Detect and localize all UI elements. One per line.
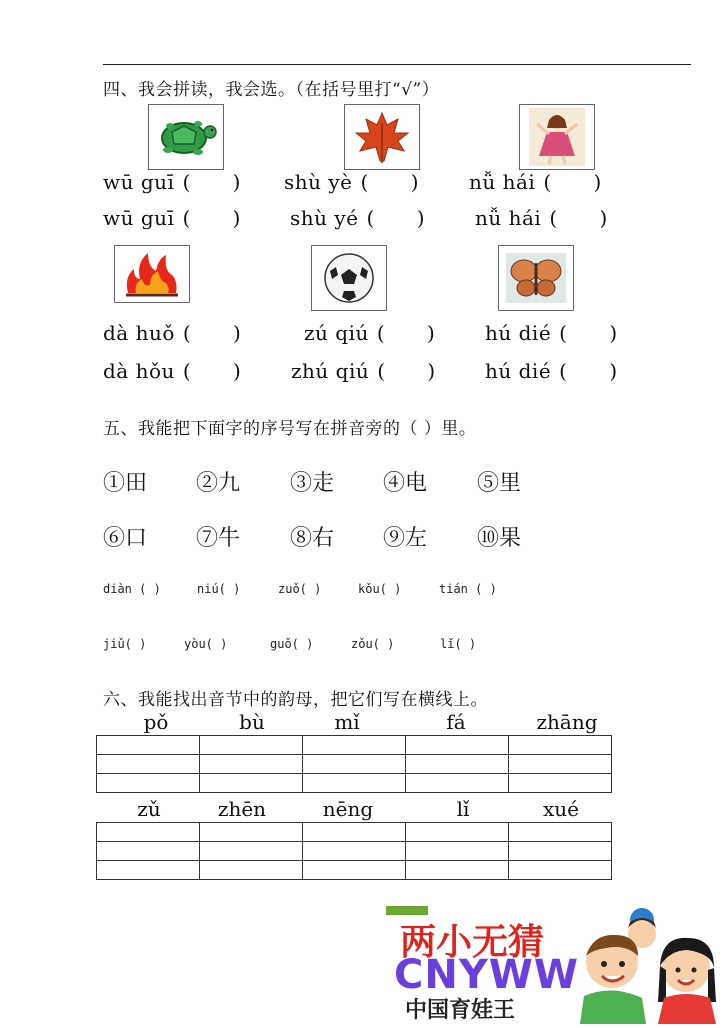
option-ball-a: zú qiú ( ) [304, 321, 453, 345]
char-item: ⑦牛 [196, 526, 241, 551]
char-item: ⑩果 [477, 526, 522, 551]
pinyin-blank[interactable]: zǒu( ) [351, 637, 395, 651]
writing-cell[interactable] [97, 861, 200, 880]
logo-title: 两小无猜 [400, 922, 545, 963]
answer-paren[interactable]: ( ) [182, 206, 259, 230]
writing-cell[interactable] [303, 755, 406, 774]
writing-cell[interactable] [97, 755, 200, 774]
butterfly-icon [506, 253, 566, 303]
option-ball-b: zhú qiú ( ) [291, 359, 454, 383]
pinyin-blank[interactable]: zuǒ( ) [278, 582, 322, 596]
leaf-picture [344, 104, 420, 170]
pinyin-blank[interactable]: tián ( ) [439, 582, 497, 596]
writing-cell[interactable] [97, 774, 200, 793]
writing-cell[interactable] [509, 774, 612, 793]
pinyin-blank[interactable]: lǐ( ) [440, 637, 477, 651]
writing-cell[interactable] [509, 823, 612, 842]
char-item: ②九 [196, 471, 241, 496]
writing-cell[interactable] [509, 736, 612, 755]
kids-icon [566, 906, 724, 1024]
logo-brand: CNYWW [394, 952, 580, 998]
syllable-label: pǒ [143, 710, 169, 734]
girl-picture [519, 104, 595, 170]
section6-heading: 六、我能找出音节中的韵母，把它们写在横线上。 [103, 690, 488, 710]
writing-cell[interactable] [509, 842, 612, 861]
char-item: ⑨左 [383, 526, 428, 551]
writing-grid-2 [96, 822, 612, 880]
writing-cell[interactable] [200, 842, 303, 861]
answer-paren[interactable]: ( ) [360, 170, 437, 194]
writing-cell[interactable] [200, 736, 303, 755]
writing-cell[interactable] [303, 842, 406, 861]
girl-icon [529, 108, 585, 166]
writing-cell[interactable] [406, 861, 509, 880]
soccer-ball-icon [322, 251, 376, 305]
option-leaf-b: shù yé ( ) [290, 206, 443, 230]
turtle-icon [154, 112, 218, 162]
pinyin-blank[interactable]: jiǔ( ) [103, 637, 147, 651]
char-item: ④电 [383, 471, 428, 496]
syllable-label: lǐ [456, 797, 470, 821]
writing-cell[interactable] [200, 774, 303, 793]
turtle-picture [148, 104, 224, 170]
syllable-label: zǔ [137, 797, 161, 821]
char-item: ⑥口 [103, 526, 148, 551]
maple-leaf-icon [352, 109, 412, 165]
syllable-label: fá [446, 710, 466, 734]
char-item: ③走 [290, 471, 335, 496]
writing-cell[interactable] [97, 842, 200, 861]
char-item: ⑧右 [290, 526, 335, 551]
option-fire-a: dà huǒ ( ) [103, 321, 259, 345]
writing-cell[interactable] [200, 755, 303, 774]
writing-cell[interactable] [303, 861, 406, 880]
writing-cell[interactable] [406, 774, 509, 793]
syllable-label: mǐ [334, 710, 360, 734]
syllable-label: bù [239, 710, 265, 734]
answer-paren[interactable]: ( ) [549, 206, 626, 230]
answer-paren[interactable]: ( ) [376, 321, 453, 345]
syllable-label: xué [543, 797, 579, 821]
option-turtle-b: wū guī ( ) [103, 206, 259, 230]
option-fire-b: dà hǒu ( ) [103, 359, 259, 383]
pinyin-blank[interactable]: niú( ) [197, 582, 241, 596]
pinyin-blank[interactable]: kǒu( ) [358, 582, 402, 596]
answer-paren[interactable]: ( ) [543, 170, 620, 194]
logo-subtitle: 中国育娃王 [405, 998, 516, 1023]
option-leaf-a: shù yè ( ) [284, 170, 437, 194]
butterfly-picture [498, 245, 574, 311]
writing-cell[interactable] [509, 755, 612, 774]
syllable-label: zhēn [217, 797, 267, 821]
pinyin-blank[interactable]: diàn ( ) [103, 582, 161, 596]
pinyin-blank[interactable]: guǒ( ) [270, 637, 314, 651]
answer-paren[interactable]: ( ) [559, 321, 636, 345]
answer-paren[interactable]: ( ) [182, 321, 259, 345]
answer-paren[interactable]: ( ) [182, 170, 259, 194]
answer-paren[interactable]: ( ) [366, 206, 443, 230]
writing-cell[interactable] [303, 774, 406, 793]
char-item: ①田 [103, 471, 148, 496]
writing-cell[interactable] [97, 736, 200, 755]
option-girl-b: nǚ hái ( ) [475, 206, 626, 230]
section4-heading: 四、我会拼读，我会选。（在括号里打“√”） [103, 80, 440, 100]
option-turtle-a: wū guī ( ) [103, 170, 259, 194]
fire-icon [120, 249, 184, 299]
top-rule [103, 64, 691, 65]
option-butterfly-a: hú dié ( ) [485, 321, 636, 345]
writing-cell[interactable] [97, 823, 200, 842]
writing-cell[interactable] [406, 736, 509, 755]
option-girl-a: nǚ hái ( ) [469, 170, 620, 194]
writing-grid-1 [96, 735, 612, 793]
writing-cell[interactable] [406, 823, 509, 842]
answer-paren[interactable]: ( ) [377, 359, 454, 383]
syllable-label: nēng [322, 797, 374, 821]
ball-picture [311, 245, 387, 311]
writing-cell[interactable] [200, 861, 303, 880]
writing-cell[interactable] [509, 861, 612, 880]
char-item: ⑤里 [477, 471, 522, 496]
writing-cell[interactable] [303, 823, 406, 842]
option-butterfly-b: hú dié ( ) [485, 359, 636, 383]
writing-cell[interactable] [303, 736, 406, 755]
writing-cell[interactable] [406, 842, 509, 861]
answer-paren[interactable]: ( ) [182, 359, 259, 383]
writing-cell[interactable] [406, 755, 509, 774]
pinyin-blank[interactable]: yòu( ) [184, 637, 228, 651]
answer-paren[interactable]: ( ) [559, 359, 636, 383]
section5-heading: 五、我能把下面字的序号写在拼音旁的（ ）里。 [103, 419, 477, 439]
fire-picture [114, 245, 190, 303]
writing-cell[interactable] [200, 823, 303, 842]
syllable-label: zhāng [536, 710, 598, 734]
mascot-kids [566, 906, 724, 1024]
